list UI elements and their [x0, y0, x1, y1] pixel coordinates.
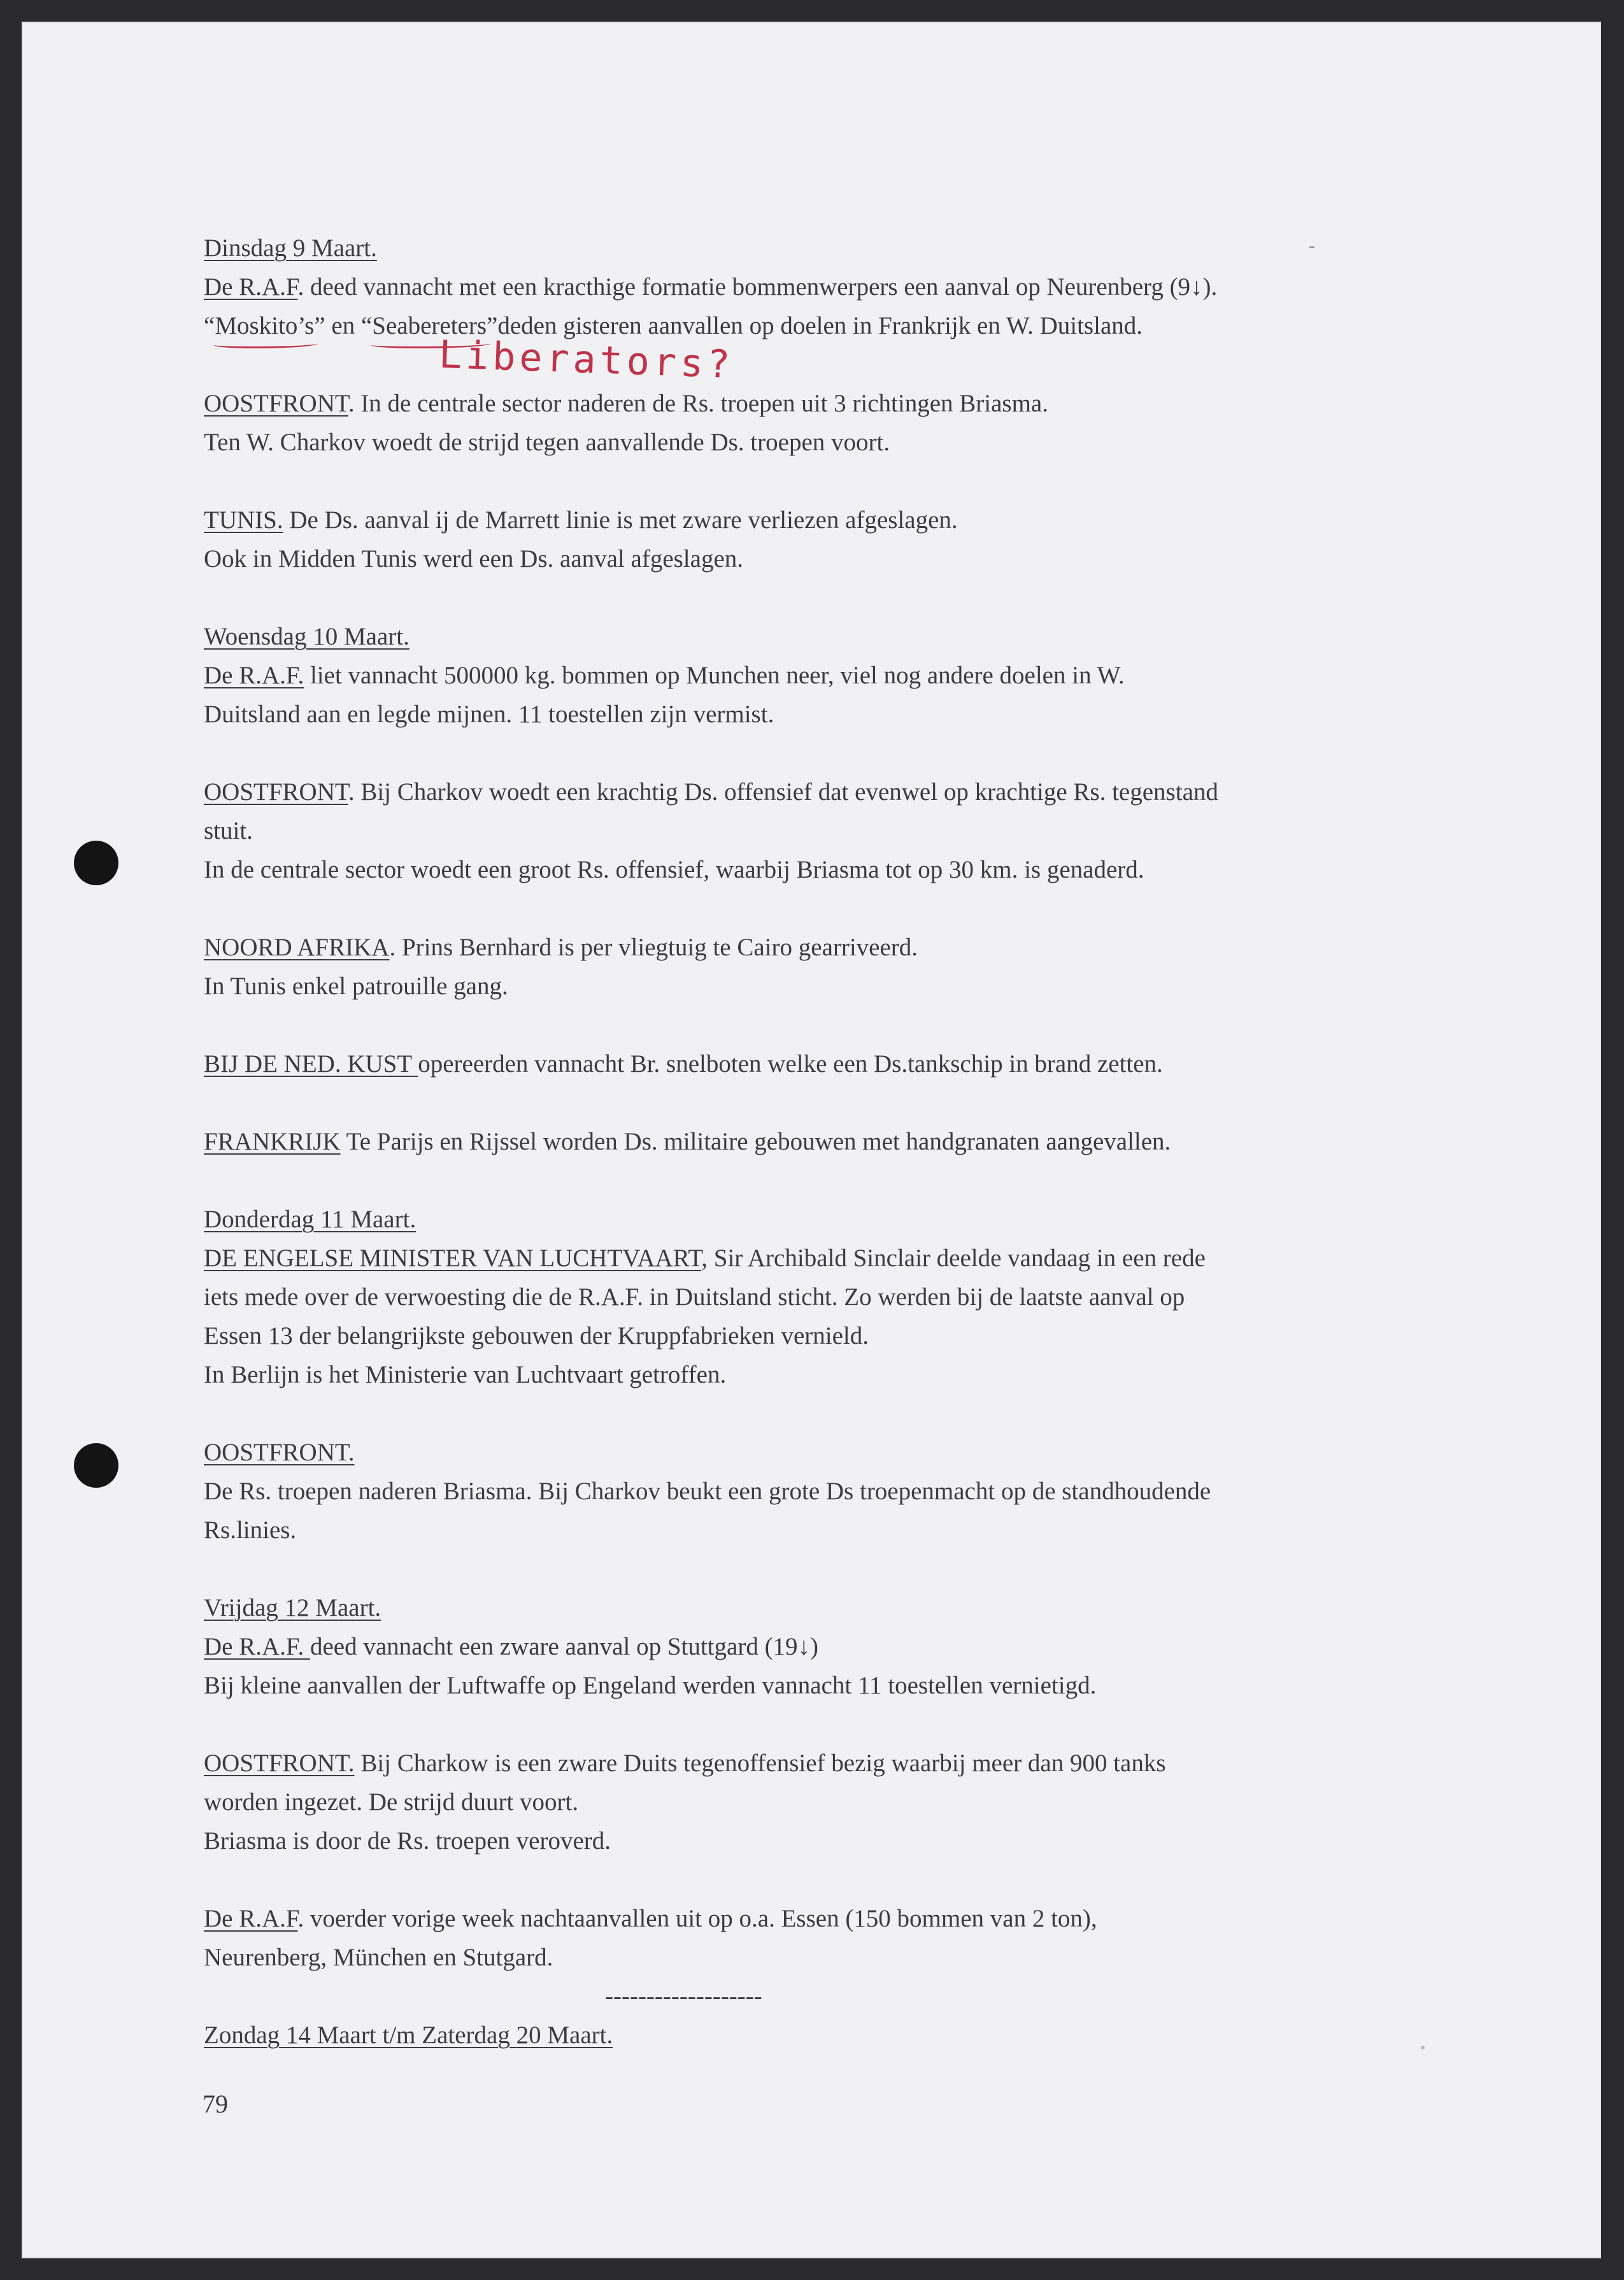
- blank-line: [204, 1394, 1478, 1433]
- underlined-heading: OOSTFRONT: [204, 778, 348, 806]
- blank-line: [204, 1550, 1478, 1588]
- underlined-heading: De R.A.F: [204, 273, 298, 301]
- text-line: [204, 1821, 1478, 1860]
- text-span: Duitsland aan en legde mijnen. 11 toestellen zijn vermist.: [204, 701, 774, 728]
- text-line: [204, 695, 1478, 734]
- text-span: ”deden gisteren aanvallen op doelen in Frankrijk en W. Duitsland.: [487, 312, 1143, 339]
- text-span: Ook in Midden Tunis werd een Ds. aanval afgeslagen.: [204, 545, 744, 573]
- underlined-heading: De R.A.F.: [204, 662, 304, 689]
- text-span: opereerden vannacht Br. snelboten welke een Ds.tankschip in brand zetten.: [418, 1050, 1163, 1078]
- blank-line: [204, 462, 1478, 501]
- text-span: De Rs. troepen naderen Briasma. Bij Charkov beukt een grote Ds troepenmacht op de standhoudende: [204, 1478, 1211, 1505]
- text-span: . In de centrale sector naderen de Rs. troepen uit 3 richtingen Briasma.: [348, 390, 1048, 417]
- text-span: Bij Charkow is een zware Duits tegenoffensief bezig waarbij meer dan 900 tanks: [354, 1749, 1166, 1777]
- text-span: In Tunis enkel patrouille gang.: [204, 973, 508, 1000]
- text-span: “: [204, 312, 215, 339]
- text-line: [204, 967, 1478, 1006]
- text-span: Bij kleine aanvallen der Luftwaffe op Engeland werden vannacht 11 toestellen vernietigd.: [204, 1672, 1097, 1699]
- text-span: De Ds. aanval ij de Marrett linie is met zware verliezen afgeslagen.: [283, 506, 958, 534]
- underlined-heading: Zondag 14 Maart t/m Zaterdag 20 Maart.: [204, 2021, 613, 2049]
- text-span: Neurenberg, München en Stutgard.: [204, 1944, 553, 1971]
- text-line: [204, 811, 1478, 850]
- text-span: . Prins Bernhard is per vliegtuig te Cairo gearriveerd.: [389, 934, 918, 961]
- typed-text-body: [204, 229, 1478, 2055]
- text-line: [204, 539, 1478, 578]
- divider-line: -------------------: [605, 1983, 762, 2010]
- text-line: [204, 1744, 1478, 1783]
- red-underlined-word: Seabereters: [372, 312, 487, 339]
- text-span: liet vannacht 500000 kg. bommen op Munchen neer, viel nog andere doelen in W.: [304, 662, 1125, 689]
- underlined-heading: BIJ DE NED. KUST: [204, 1050, 418, 1078]
- text-line: [204, 1316, 1478, 1355]
- text-span: . Bij Charkov woedt een krachtig Ds. offensief dat evenwel op krachtige Rs. tegenstand: [348, 778, 1218, 806]
- document-page: [22, 22, 1601, 2258]
- text-line: [204, 1278, 1478, 1316]
- text-line: [204, 267, 1478, 306]
- text-line: [204, 1122, 1478, 1161]
- underlined-heading: Dinsdag 9 Maart.: [204, 234, 377, 262]
- blank-line: [204, 1705, 1478, 1744]
- text-line: [204, 2016, 1478, 2055]
- handwritten-annotation: Liberators?: [438, 332, 735, 388]
- text-line: [204, 1433, 1478, 1472]
- underlined-heading: Vrijdag 12 Maart.: [204, 1594, 381, 1621]
- underlined-heading: Woensdag 10 Maart.: [204, 623, 410, 650]
- punch-hole-bottom: [74, 1443, 118, 1488]
- underlined-heading: OOSTFRONT.: [204, 1439, 355, 1466]
- blank-line: [204, 345, 1478, 384]
- text-span: deed vannacht een zware aanval op Stuttgard (19↓): [310, 1633, 819, 1660]
- text-line: [204, 384, 1478, 423]
- text-line: [204, 617, 1478, 656]
- punch-hole-top: [74, 841, 118, 885]
- text-line: [204, 1666, 1478, 1705]
- text-span: In Berlijn is het Ministerie van Luchtvaart getroffen.: [204, 1361, 727, 1388]
- text-span: . deed vannacht met een kracthige formatie bommenwerpers een aanval op Neurenberg (9↓).: [297, 273, 1218, 301]
- text-line: [204, 1239, 1478, 1278]
- text-line: [204, 773, 1478, 811]
- text-span: Te Parijs en Rijssel worden Ds. militaire gebouwen met handgranaten aangevallen.: [340, 1128, 1171, 1155]
- underlined-heading: TUNIS.: [204, 506, 283, 534]
- text-span: Rs.linies.: [204, 1516, 297, 1544]
- text-span: stuit.: [204, 817, 253, 844]
- page-number: 79: [203, 2090, 228, 2118]
- text-line: [204, 928, 1478, 967]
- blank-line: [204, 1083, 1478, 1122]
- blank-line: [204, 889, 1478, 928]
- text-span: worden ingezet. De strijd duurt voort.: [204, 1788, 579, 1816]
- text-line: [204, 656, 1478, 695]
- text-span: Ten W. Charkov woedt de strijd tegen aanvallende Ds. troepen voort.: [204, 429, 890, 456]
- red-underlined-word: Moskito’s: [215, 312, 315, 339]
- underlined-heading: OOSTFRONT: [204, 390, 348, 417]
- text-line: [204, 1783, 1478, 1821]
- text-span: . voerder vorige week nachtaanvallen uit op o.a. Essen (150 bommen van 2 ton),: [297, 1905, 1097, 1932]
- underlined-heading: Donderdag 11 Maart.: [204, 1206, 417, 1233]
- underlined-heading: De R.A.F: [204, 1905, 298, 1932]
- underlined-heading: DE ENGELSE MINISTER VAN LUCHTVAART: [204, 1244, 702, 1272]
- text-span: Briasma is door de Rs. troepen veroverd.: [204, 1827, 611, 1855]
- text-span: iets mede over de verwoesting die de R.A.F. in Duitsland sticht. Zo werden bij de laatste aanval op: [204, 1283, 1185, 1311]
- blank-line: [204, 734, 1478, 773]
- text-line: [204, 501, 1478, 539]
- text-span: ” en “: [314, 312, 373, 339]
- blank-line: [204, 578, 1478, 617]
- underlined-heading: OOSTFRONT.: [204, 1749, 355, 1777]
- blank-line: [204, 1161, 1478, 1200]
- text-span: Essen 13 der belangrijkste gebouwen der Kruppfabrieken vernield.: [204, 1322, 869, 1350]
- text-span: In de centrale sector woedt een groot Rs. offensief, waarbij Briasma tot op 30 km. is genaderd.: [204, 856, 1144, 883]
- text-line: [204, 1200, 1478, 1239]
- text-line: [204, 1511, 1478, 1550]
- blank-line: [204, 1860, 1478, 1899]
- text-line: [204, 1044, 1478, 1083]
- underlined-heading: NOORD AFRIKA: [204, 934, 390, 961]
- text-span: , Sir Archibald Sinclair deelde vandaag in een rede: [701, 1244, 1206, 1272]
- text-line: [204, 1588, 1478, 1627]
- underlined-heading: De R.A.F.: [204, 1633, 310, 1660]
- underlined-heading: FRANKRIJK: [204, 1128, 341, 1155]
- text-line: [204, 1938, 1478, 1977]
- text-line: [204, 1627, 1478, 1666]
- blank-line: [204, 1006, 1478, 1044]
- text-line: [204, 423, 1478, 462]
- text-line: [204, 306, 1478, 345]
- text-line: [204, 1472, 1478, 1511]
- text-line: [204, 850, 1478, 889]
- text-line: [204, 229, 1478, 267]
- text-line: [204, 1899, 1478, 1938]
- text-line: [204, 1355, 1478, 1394]
